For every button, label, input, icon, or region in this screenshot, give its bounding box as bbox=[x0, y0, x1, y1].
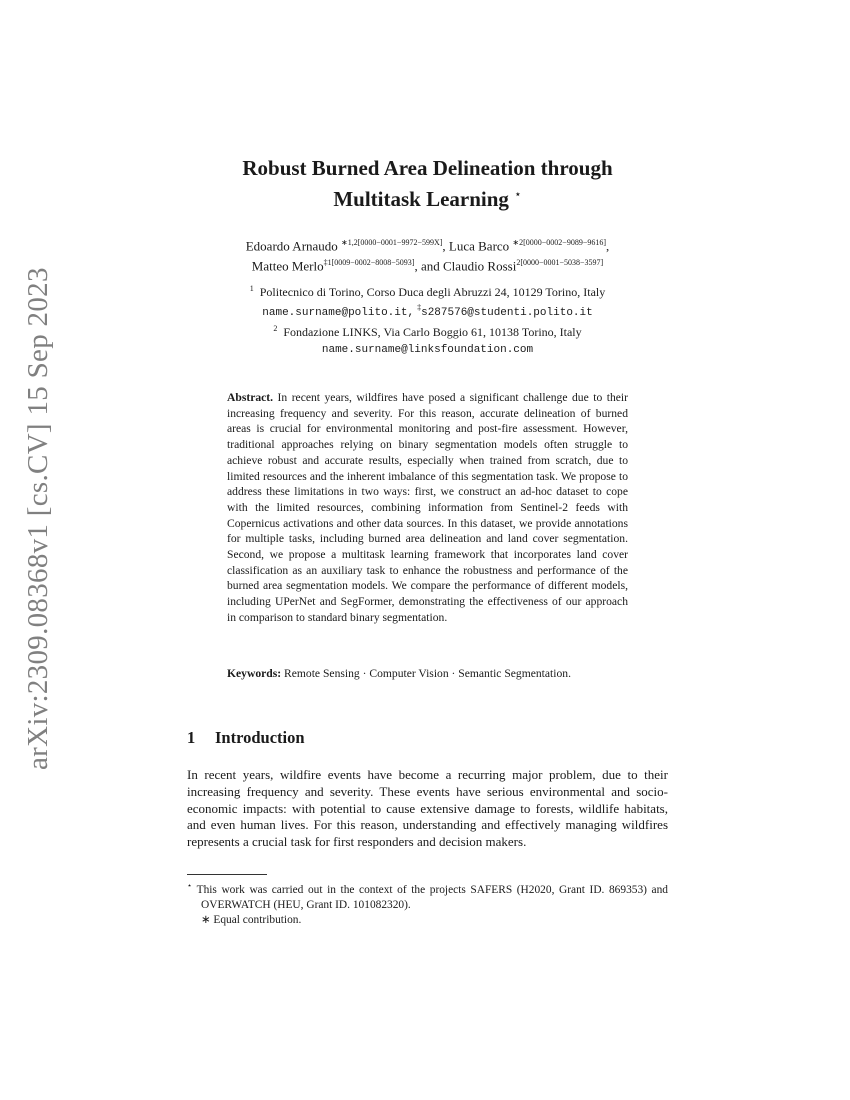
affiliation-1-emails bbox=[186, 300, 669, 321]
title-line-2 bbox=[186, 181, 669, 212]
paper-title bbox=[186, 155, 669, 212]
title-footnote-mark: ⋆ bbox=[514, 187, 522, 201]
title-line-1: Robust Burned Area Delineation through bbox=[242, 156, 613, 180]
footnote-2: ∗ Equal contribution. bbox=[201, 913, 302, 926]
affiliation-2 bbox=[186, 321, 669, 340]
footnotes bbox=[187, 878, 668, 928]
section-title: Introduction bbox=[215, 728, 305, 747]
author-list bbox=[170, 234, 685, 275]
footnote-rule bbox=[187, 874, 267, 875]
affiliation-mark: 1 bbox=[249, 284, 254, 293]
author-sep: , and bbox=[414, 258, 444, 274]
footnote-1 bbox=[187, 878, 668, 913]
keywords-label: Keywords: bbox=[227, 667, 282, 680]
abstract-label: Abstract. bbox=[227, 391, 274, 404]
email-link[interactable]: name.surname@polito.it, bbox=[262, 307, 415, 319]
author-sup: ∗2[0000−0002−9089−9616] bbox=[512, 238, 606, 247]
section-heading bbox=[187, 728, 305, 748]
dagger-mark: ‡ bbox=[417, 303, 422, 312]
affiliations bbox=[186, 281, 669, 358]
email-link[interactable]: name.surname@linksfoundation.com bbox=[321, 344, 534, 356]
affiliation-1 bbox=[186, 281, 669, 300]
abstract bbox=[227, 390, 628, 626]
section-number: 1 bbox=[187, 728, 196, 747]
author-name: Matteo Merlo bbox=[251, 258, 324, 274]
title-line-2-text: Multitask Learning bbox=[333, 187, 509, 211]
author-name: Luca Barco bbox=[448, 238, 510, 254]
intro-paragraph: In recent years, wildfire events have become a recurring major problem, due to their increasing frequency and severity. These events have serious environmental and socio-economic impacts: with potential to cause extensive damage to forests, wildlife habitats, and even human lives. For this reason, understanding and effectively managing wildfires represents a crucial task for first responders and decision makers. bbox=[187, 767, 668, 850]
keywords bbox=[227, 666, 628, 682]
author-sup: 2[0000−0001−5038−3597] bbox=[516, 258, 604, 268]
affiliation-2-emails bbox=[186, 340, 669, 358]
footnote-mark: ⋆ bbox=[187, 881, 193, 890]
author-sep: , bbox=[606, 238, 610, 254]
author-name: Claudio Rossi bbox=[443, 258, 517, 274]
email-link[interactable]: s287576@studenti.polito.it bbox=[421, 307, 593, 319]
author-sep: , bbox=[442, 238, 449, 254]
author-name: Edoardo Arnaudo bbox=[245, 238, 338, 254]
affiliation-text: Fondazione LINKS, Via Carlo Boggio 61, 10138 Torino, Italy bbox=[283, 325, 582, 339]
affiliation-mark: 2 bbox=[273, 324, 278, 333]
author-sup: ∗1,2[0000−0001−9972−599X] bbox=[341, 238, 443, 247]
arxiv-identifier: arXiv:2309.08368v1 [cs.CV] 15 Sep 2023 bbox=[22, 267, 54, 770]
author-sup: ‡1[0009−0002−8008−5093] bbox=[323, 258, 415, 268]
footnote-text: This work was carried out in the context of the projects SAFERS (H2020, Grant ID. 869353) and OVERWATCH (HEU, Grant ID. 101082320). bbox=[196, 883, 668, 911]
keywords-text: Remote Sensing · Computer Vision · Semantic Segmentation. bbox=[284, 667, 571, 680]
abstract-text: In recent years, wildfires have posed a significant challenge due to their increasing frequency and severity. For this reason, accurate delineation of burned areas is crucial for environmental monitoring and post-fire assessment. However, traditional approaches relying on binary segmentation models often struggle to achieve robust and accurate results, especially when trained from scratch, due to limited resources and the inherent imbalance of this segmentation task. We propose to address these limitations in two ways: first, we construct an ad-hoc dataset to cope with the limited resources, combining information from Sentinel-2 feeds with Copernicus activations and other data sources. In this dataset, we provide annotations for multiple tasks, including burned area delineation and land cover segmentation. Second, we propose a multitask learning framework that incorporates land cover classification as an auxiliary task to enhance the robustness and performance of the burned area segmentation models. We compare the performance of different models, including UPerNet and SegFormer, demonstrating the effectiveness of our approach in comparison to standard binary segmentation. bbox=[227, 391, 628, 624]
affiliation-text: Politecnico di Torino, Corso Duca degli Abruzzi 24, 10129 Torino, Italy bbox=[259, 285, 606, 299]
